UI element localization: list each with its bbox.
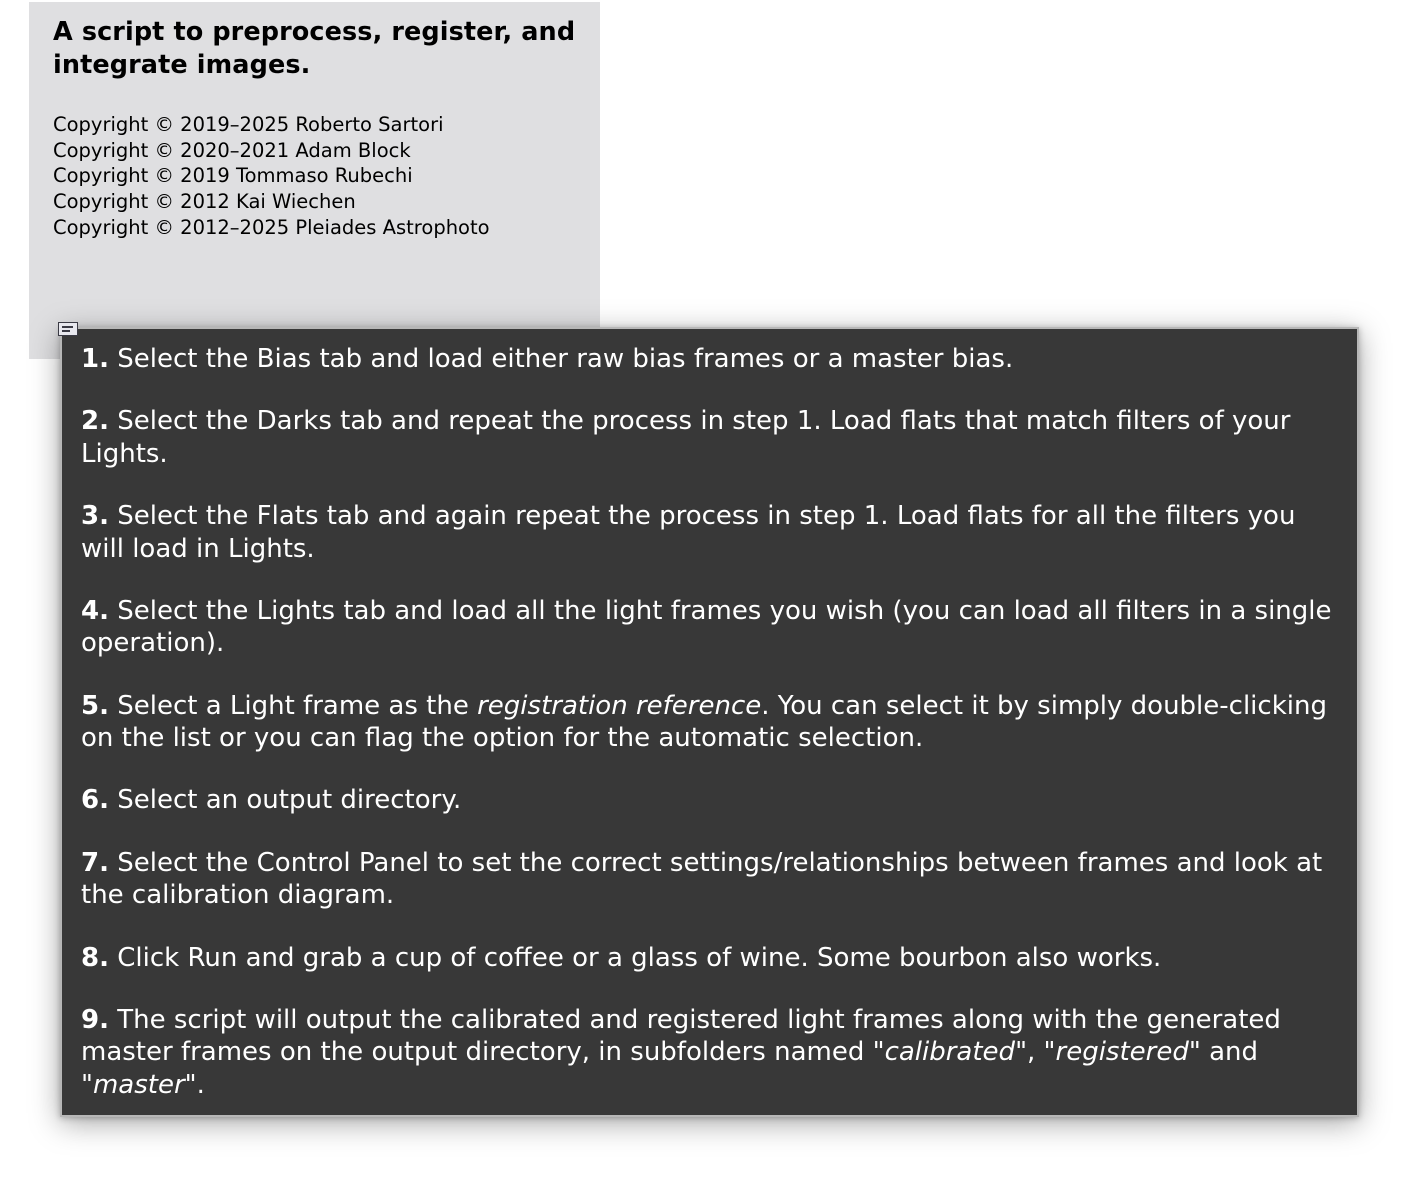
step-number: 6. [81, 785, 109, 816]
step-text: " and " [81, 1037, 1258, 1100]
step-text: The script will output the calibrated and registered light frames along with the generated master frames on the output directory, in subfolders named " [81, 1004, 1281, 1068]
instruction-steps [81, 343, 1341, 1101]
step-text: Select the Darks tab and repeat the process in step 1. Load flats that match filters of your Lights. [81, 406, 1291, 469]
step-number: 1. [81, 344, 109, 374]
copyright-line: Copyright © 2012 Kai Wiechen [53, 190, 356, 214]
instructions-tooltip [60, 327, 1359, 1117]
step-number: 8. [81, 942, 109, 973]
step-text: ", " [1015, 1037, 1056, 1068]
instruction-step [81, 343, 1341, 376]
copyright-line: Copyright © 2020–2021 Adam Block [53, 138, 411, 162]
step-number: 7. [81, 847, 109, 878]
copyright-line: Copyright © 2012–2025 Pleiades Astrophoto [53, 215, 490, 239]
step-text: Select the Control Panel to set the correct settings/relationships between frames and look at the calibration diagram. [81, 847, 1323, 911]
tooltip-icon-line [62, 326, 73, 328]
copyright-line: Copyright © 2019 Tommaso Rubechi [53, 164, 413, 188]
step-emphasis: calibrated [884, 1037, 1016, 1068]
step-text: Select the Lights tab and load all the light frames you wish (you can load all filters in a single operation). [81, 595, 1332, 659]
step-text: . You can select it by simply double-clicking on the list or you can flag the option for the automatic selection. [81, 690, 1327, 754]
copyright-list [53, 112, 576, 241]
instruction-step [81, 595, 1341, 660]
step-text: ". [184, 1069, 205, 1100]
step-text: Click Run and grab a cup of coffee or a glass of wine. Some bourbon also works. [108, 942, 1162, 973]
step-text: Select an output directory. [108, 785, 462, 816]
instruction-step [81, 847, 1341, 912]
instruction-step [81, 690, 1341, 755]
tooltip-icon-line [62, 330, 70, 332]
step-emphasis: registered [1055, 1037, 1189, 1068]
step-number: 5. [81, 690, 109, 721]
step-text: Select the Flats tab and again repeat the process in step 1. Load flats for all the filters you will load in Lights. [81, 501, 1296, 564]
copyright-line: Copyright © 2019–2025 Roberto Sartori [53, 113, 444, 136]
instruction-step [81, 942, 1341, 975]
instruction-step [81, 1004, 1341, 1102]
step-number: 3. [81, 501, 109, 532]
step-emphasis: master [92, 1069, 185, 1100]
step-number: 9. [81, 1004, 109, 1035]
step-emphasis: registration reference [477, 690, 762, 721]
step-number: 4. [81, 595, 109, 626]
step-number: 2. [81, 406, 109, 437]
instruction-step [81, 405, 1341, 470]
instruction-step [81, 784, 1341, 817]
script-description-title: A script to preprocess, register, and integrate images. [53, 17, 576, 80]
step-text: Select the Bias tab and load either raw bias frames or a master bias. [108, 344, 1014, 374]
tooltip-icon [58, 322, 78, 336]
step-text: Select a Light frame as the [108, 690, 478, 721]
instruction-step [81, 500, 1341, 565]
script-info-panel [29, 2, 600, 359]
